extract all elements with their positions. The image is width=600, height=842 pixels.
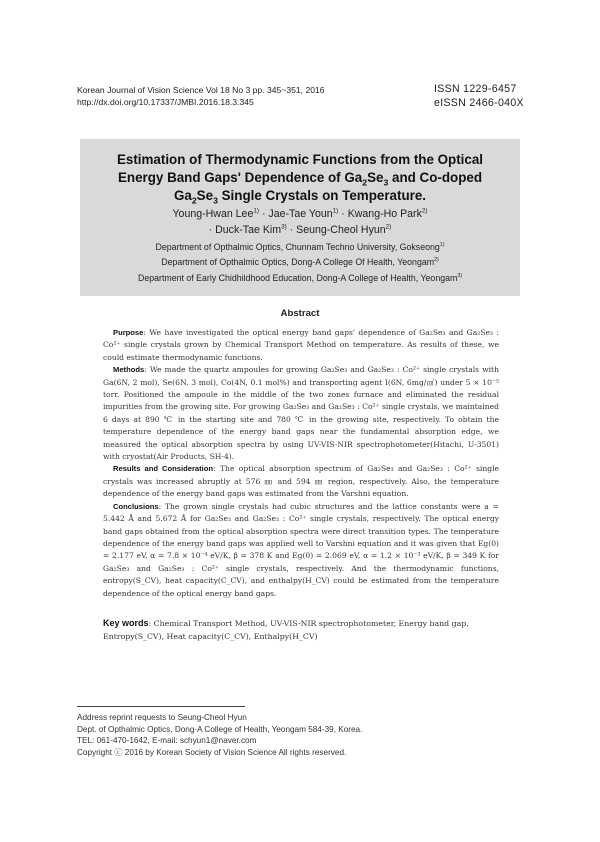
title-line-2: Energy Band Gaps' Dependence of $Ga_2Se_3$ and Co-doped <box>117 170 483 188</box>
affiliation: Department of Opthalmic Optics, Dong-A College Of Health, Yeongam$^{2)}$ <box>161 257 439 268</box>
journal-header <box>77 84 325 108</box>
footnote-line: Copyright ⓒ 2016 by Korean Society of Vision Science All rights reserved. <box>77 747 347 757</box>
footnote-line: Address reprint requests to Seung-Cheol Hyun <box>77 713 247 722</box>
eissn: eISSN 2466-040X <box>434 97 524 109</box>
issn: ISSN 1229-6457 <box>434 83 517 95</box>
abstract-body <box>103 327 499 600</box>
author-line-2: · Duck-Tae Kim$^{3)}$ · Seung-Cheol Hyun$^{2)}$ <box>208 223 392 236</box>
abstract-results: Results and Consideration: The optical absorption spectrum of Ga₂Se₃ and Ga₂Se₃ : Co²⁺ single crystals was increased abruptly at 576 ㎚ and 594 ㎚ region, respectively. Also, the temperature dependence of the energy band gaps was estimated from the Varshni equation. <box>103 464 499 499</box>
title-line-3: $Ga_2Se_3$ Single Crystals on Temperature. <box>173 188 427 206</box>
footnote-line: Dept. of Opthalmic Optics, Dong-A College of Health, Yeongam 584-39, Korea. <box>77 724 363 734</box>
affiliation: Department of Early Chidhildhood Education, Dong-A College of Health, Yeongam$^{3)}$ <box>137 272 463 283</box>
paper-title <box>80 151 520 205</box>
abstract-conclusions: Conclusions: The grown single crystals had cubic structures and the lattice constants were a = 5.442 Å and 5.672 Å for Ga₂Se₃ and Ga₂Se₃ : Co²⁺ single crystals, respectively. The optical energy band gaps obtained from the optical absorption spectra were direct transition types. The temperature dependence of the energy band gaps was applied well to Varshni equation and it was given that Eg(0) = 2.177 eV, α = 7.8 × 10⁻⁴ eV/K, β = 378 K and Eg(0) = 2.069 eV, α = 1.2 × 10⁻³ eV/K, β = 349 K for Ga₂Se₃ and Ga₂Se₃ : Co²⁺ single crystals, respectively. And the thermodynamic functions, entropy(S_CV), heat capacity(C_CV), and enthalpy(H_CV) could be estimated from the temperature dependence of the optical energy band gaps. <box>103 501 499 598</box>
journal-citation: Korean Journal of Vision Science Vol 18 No 3 pp. 345~351, 2016 <box>77 85 325 95</box>
footnote-divider <box>77 706 245 707</box>
abstract-methods: Methods: We made the quartz ampoules for growing Ga₂Se₃ and Ga₂Se₃ : Co²⁺ single crystals with Ga(6N, 2 mol), Se(6N, 3 mol), Co(4N, 0.1 mol%) and transporting agent I(6N, 6mg/㎤) under 5 × 10⁻⁵ torr. Positioned the ampoule in the middle of the two zones furnace and eliminated the residual impurities from the growing site. For growing Ga₂Se₃ and Ga₂Se₃ : Co²⁺ single crystals, we maintained 6 days at 890 ℃ in the starting site and 780 ℃ in the growing site, respectively. To obtain the temperature dependence of the energy band gaps near the fundamental absorption edge, we measured the optical absorption spectra by using UV-VIS-NIR spectrophotometer(Hitachi, U-3501) with cryostat(Air Products, SH-4). <box>103 365 499 462</box>
abstract-heading: Abstract <box>280 308 320 319</box>
author-name: Young-Hwan Lee <box>172 208 254 220</box>
doi-link[interactable]: http://dx.doi.org/10.17337/JMBI.2016.18.3.345 <box>77 97 254 107</box>
author-name: · Duck-Tae Kim <box>208 224 282 236</box>
issn-block <box>434 82 524 110</box>
author-list <box>80 206 520 238</box>
affiliation-list <box>80 240 520 286</box>
correspondence-footnote <box>77 712 362 758</box>
author-name: · Kwang-Ho Park <box>338 208 422 220</box>
keywords-text: : Chemical Transport Method, UV-VIS-NIR spectrophotometer, Energy band gap, Entropy(S_CV), Heat capacity(C_CV), Enthalpy(H_CV) <box>103 619 469 641</box>
title-line-1: Estimation of Thermodynamic Functions from the Optical <box>116 152 484 167</box>
author-line-1: Young-Hwan Lee$^{1)}$ · Jae-Tae Youn$^{1)}$ · Kwang-Ho Park$^{2)}$ <box>172 207 428 220</box>
affiliation: Department of Opthalmic Optics, Chunnam Techno University, Gokseong$^{1)}$ <box>155 242 445 252</box>
author-name: · Jae-Tae Youn <box>259 208 333 220</box>
keywords-label: Key words <box>103 618 149 628</box>
abstract-purpose: Purpose: We have investigated the optical energy band gaps' dependence of Ga₂Se₃ and Ga₂Se₃ : Co²⁺ single crystals grown by Chemical Transport Method on temperature. As results of these, we could estimate thermodynamic functions. <box>103 328 499 362</box>
footnote-line: TEL: 061-470-1642, E-mail: schyun1@naver.com <box>77 736 257 746</box>
author-name: · Seung-Cheol Hyun <box>286 224 386 236</box>
keywords <box>103 617 499 643</box>
